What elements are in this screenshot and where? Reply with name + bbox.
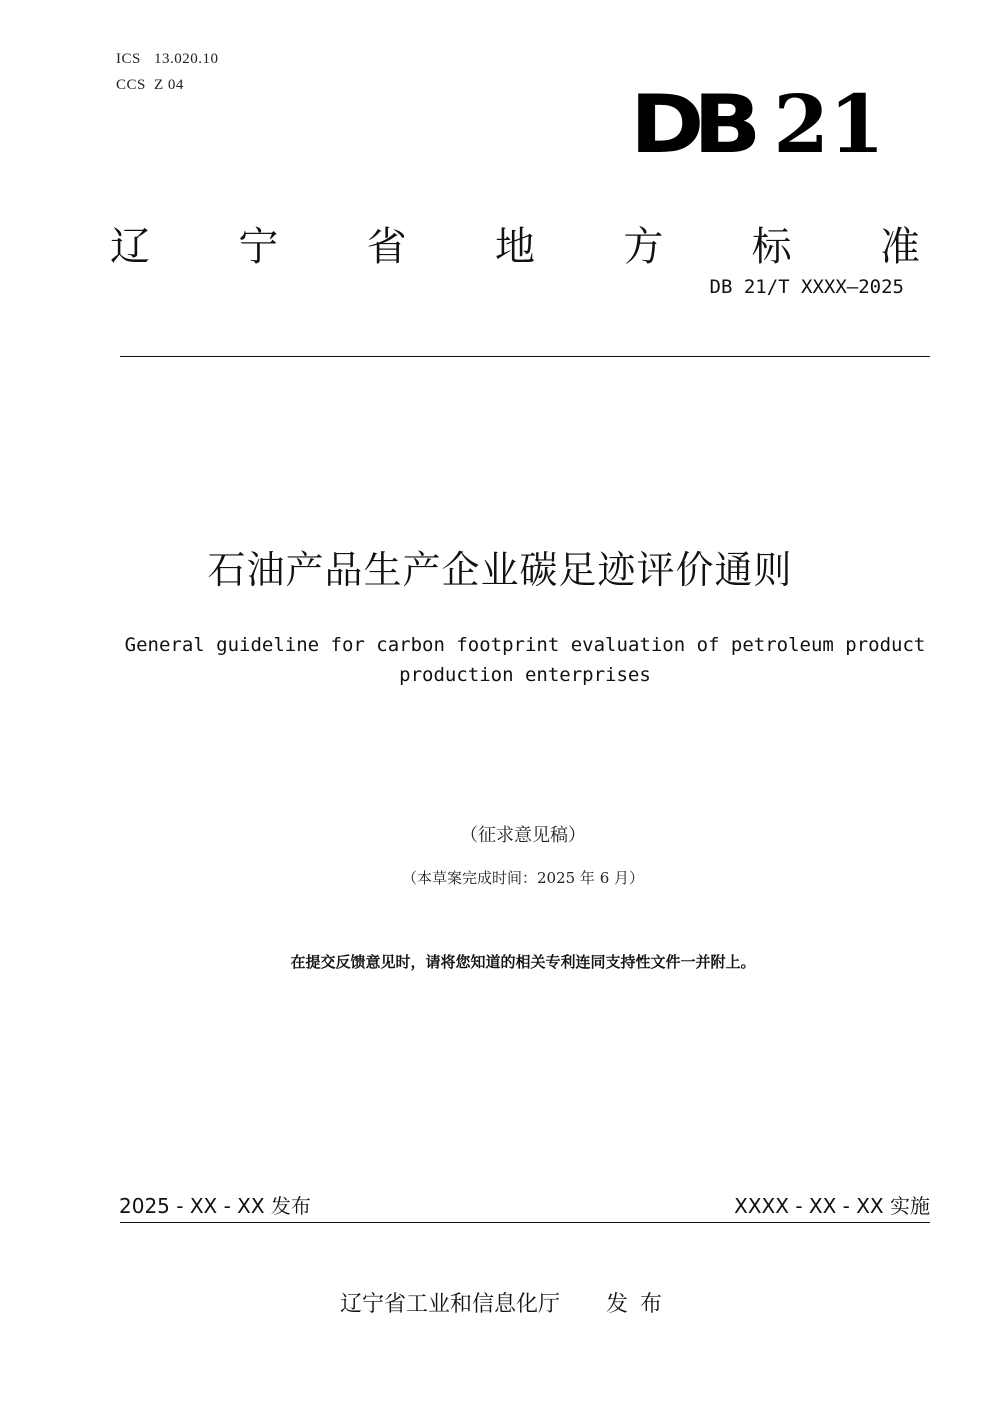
standard-category-title (110, 222, 920, 272)
db21-logo (630, 77, 885, 171)
category-char: 辽 (110, 224, 150, 270)
title-english (60, 630, 990, 690)
ccs-label: CCS (116, 77, 146, 93)
category-char: 准 (879, 224, 920, 270)
category-char: 地 (494, 224, 535, 270)
implement-date: XXXX - XX - XX 实施 (734, 1194, 930, 1218)
draft-completion-date: （本草案完成时间：2025 年 6 月） (401, 869, 645, 887)
ics-classification (116, 50, 219, 68)
category-char: 省 (366, 224, 407, 270)
logo-prefix: DB (630, 78, 751, 171)
issuer-action: 发布 (606, 1292, 675, 1317)
category-char: 宁 (238, 224, 279, 270)
issuer (340, 1290, 674, 1320)
logo-number: 21 (773, 77, 885, 171)
category-char: 标 (751, 224, 792, 270)
ccs-classification (116, 76, 184, 94)
issuer-name: 辽宁省工业和信息化厅 (340, 1292, 561, 1317)
standard-number: DB 21/T XXXX—2025 (709, 276, 904, 298)
title-english-line1: General guideline for carbon footprint evaluation of petroleum product (124, 634, 926, 656)
bottom-divider (120, 1222, 930, 1223)
top-divider (120, 356, 930, 357)
ics-code: 13.020.10 (154, 51, 219, 67)
category-char: 方 (623, 224, 664, 270)
draft-status: （征求意见稿） (460, 825, 586, 846)
title-chinese: 石油产品生产企业碳足迹评价通则 (207, 548, 793, 592)
ics-label: ICS (116, 51, 141, 67)
patent-note: 在提交反馈意见时，请将您知道的相关专利连同支持性文件一并附上。 (290, 953, 756, 971)
ccs-code: Z 04 (154, 77, 184, 93)
publish-date: 2025 - XX - XX 发布 (119, 1194, 311, 1218)
title-english-line2: production enterprises (399, 664, 651, 686)
